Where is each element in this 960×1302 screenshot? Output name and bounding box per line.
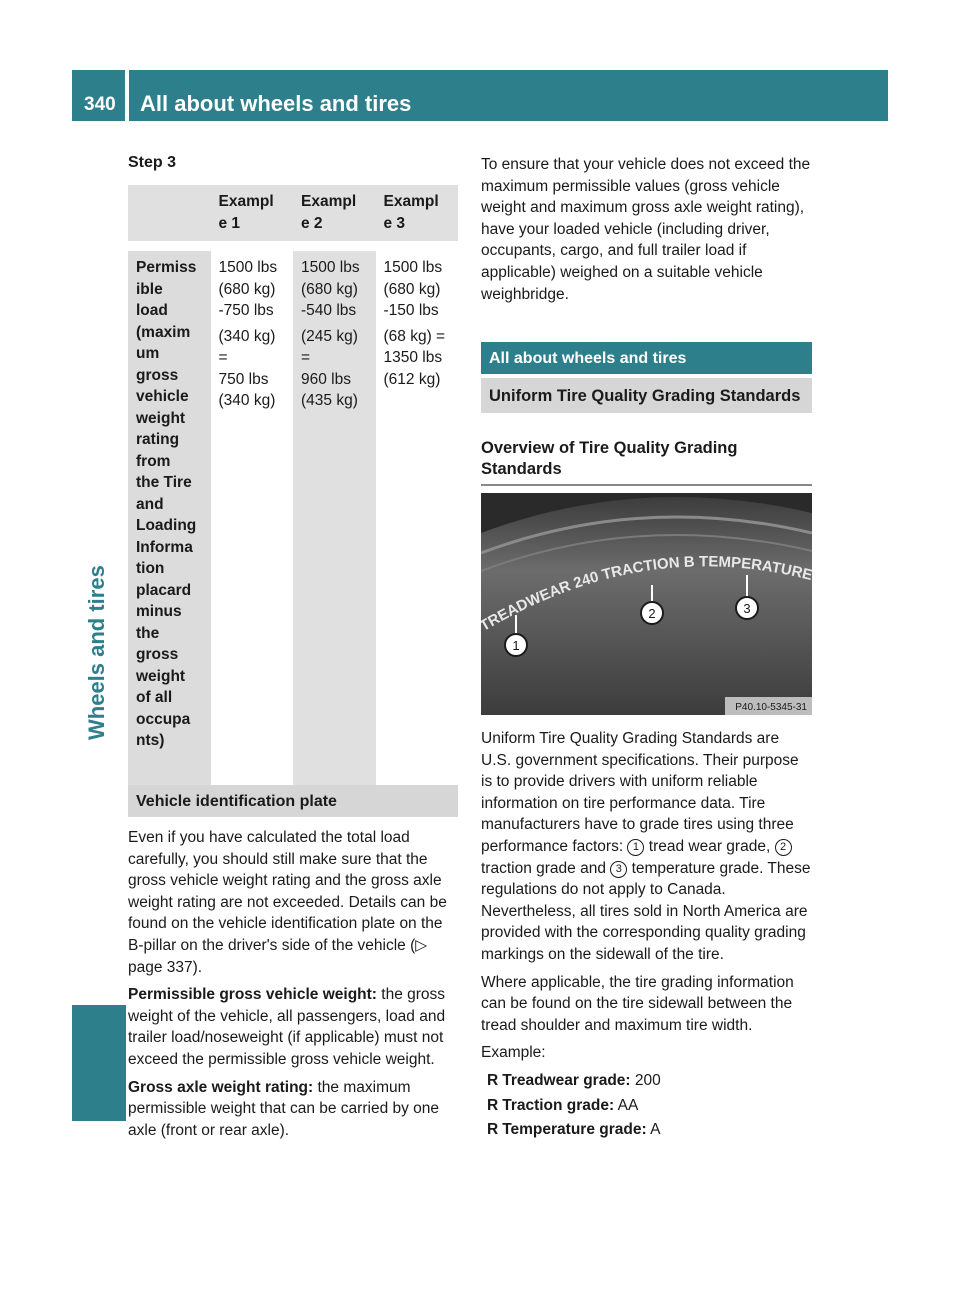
- tire-illustration-svg: [481, 493, 812, 715]
- grading-location-paragraph: Where applicable, the tire grading information can be found on the tire sidewall between the tread shoulder and maximum tire width.: [481, 973, 794, 1034]
- row-label-line: Loading: [136, 517, 197, 534]
- example-label: Example:: [481, 1044, 546, 1062]
- utqg-text-b: tread wear grade,: [644, 837, 775, 855]
- side-tab: [78, 565, 124, 1000]
- utqg-body: [481, 728, 812, 1144]
- example-term: Traction grade:: [502, 1096, 615, 1114]
- gvw-term: Permissible gross vehicle weight:: [128, 986, 377, 1004]
- number-2-icon: 2: [775, 839, 792, 856]
- example-2-line: -540 lbs: [301, 302, 357, 319]
- example-value: AA: [614, 1096, 639, 1114]
- section-bar-utqg: [481, 378, 812, 413]
- example-1-line: -750 lbs: [218, 302, 274, 319]
- side-tab-marker: [72, 1005, 126, 1121]
- section-heading-utqg: Uniform Tire Quality Grading Standards: [481, 378, 812, 413]
- example-3-line: -150 lbs: [383, 302, 439, 319]
- page-title: All about wheels and tires: [140, 91, 412, 116]
- example-list: [481, 1070, 812, 1141]
- tire-sidewall-illustration: [481, 493, 812, 715]
- row-label-line: weight: [136, 667, 186, 685]
- example-2-line: 1500 lbs: [301, 259, 360, 276]
- row-label-line: weight: [136, 409, 186, 427]
- side-tab-label: Wheels and tires: [84, 565, 109, 740]
- table-header-example-1: [211, 185, 294, 251]
- row-label-line: placard: [136, 581, 192, 599]
- header-line: e 2: [301, 214, 323, 232]
- number-3-icon: 3: [610, 861, 627, 878]
- figure-code: P40.10-5345-31: [735, 702, 807, 713]
- example-2-line: 960 lbs: [301, 370, 351, 388]
- bullet-icon: R: [487, 1096, 499, 1114]
- svg-text:2: 2: [648, 606, 656, 621]
- section-heading-vehicle-id: Vehicle identification plate: [128, 785, 458, 817]
- table-row-label: [128, 251, 211, 797]
- list-item: [487, 1095, 812, 1117]
- row-label-line: occupa: [136, 710, 191, 728]
- header-divider: [125, 70, 129, 121]
- utqg-text-a: Uniform Tire Quality Grading Standards are U.S. government specifications. Their purpose is to provide drivers with uniform reliable information on tire performance data. Tire manufacturers have to grade tires using three performance factors:: [481, 730, 799, 855]
- list-item: [487, 1119, 812, 1141]
- header-line: Exampl: [301, 193, 357, 210]
- row-label-line: gross: [136, 646, 179, 663]
- vehicle-id-paragraph: Even if you have calculated the total load carefully, you should still make sure that the gross vehicle weight rating and the gross axle weight rating are not exceeded. Details can be found on the vehicle identification plate on the B-pillar on the driver's side of the vehicle (▷ page 337).: [128, 829, 447, 976]
- callout-3: [736, 597, 758, 619]
- row-label-line: minus: [136, 603, 182, 620]
- svg-text:3: 3: [743, 601, 751, 616]
- example-1-line: (340 kg): [218, 392, 276, 409]
- row-label-line: from: [136, 452, 171, 470]
- row-label-line: gross: [136, 366, 179, 384]
- example-2-line: (245 kg): [301, 327, 358, 345]
- gaw-text: the maximum permissible weight that can be carried by one axle (front or rear axle).: [128, 1078, 440, 1139]
- row-label-line: the: [136, 624, 160, 642]
- utqg-text-d: temperature grade. These regulations do not apply to Canada. Nevertheless, all tires sold in North America are provided with the corresponding quality grading markings on the sidewall of the tire.: [481, 859, 811, 963]
- gvw-paragraph: [128, 984, 458, 1070]
- weighbridge-paragraph: [481, 154, 812, 311]
- table-header-blank: [128, 185, 211, 251]
- example-2-line: (680 kg): [301, 280, 358, 298]
- gvw-text: the gross weight of the vehicle, all passengers, load and trailer load/noseweight (if applicable) must not exceed the permissible gross vehicle weight.: [128, 986, 446, 1068]
- bullet-icon: R: [487, 1121, 499, 1139]
- example-1-line: (340 kg): [218, 327, 276, 345]
- header-cell-text: [384, 191, 457, 234]
- header-line: e 3: [383, 214, 406, 232]
- example-value: A: [646, 1121, 661, 1139]
- example-value: 200: [630, 1071, 661, 1089]
- sidewall-marking: READWEAR 240 TRACTION B TEMPERATUR: [485, 553, 805, 631]
- row-label-line: load: [136, 302, 168, 319]
- row-label-line: rating: [136, 431, 180, 448]
- row-label-line: ible: [136, 280, 163, 298]
- vehicle-id-section: [128, 785, 458, 1147]
- table-header-example-3: [376, 185, 459, 251]
- row-label-line: and: [136, 495, 164, 513]
- table-cell-example-3: [376, 251, 459, 797]
- example-3-line: (612 kg): [383, 370, 441, 388]
- number-1-icon: 1: [627, 839, 644, 856]
- example-3-line: (680 kg): [383, 280, 441, 298]
- example-3-line: 1350 lbs: [383, 349, 443, 366]
- example-term: Temperature grade:: [502, 1121, 647, 1139]
- row-label-line: um: [136, 345, 160, 362]
- row-label-line: Permiss: [136, 259, 197, 276]
- list-item: [487, 1070, 812, 1092]
- row-label-line: Informa: [136, 538, 193, 556]
- header-line: Exampl: [383, 193, 439, 210]
- section-heading-wheels: All about wheels and tires: [481, 342, 812, 374]
- row-label-line: (maxim: [136, 323, 191, 341]
- example-1-line: =: [218, 349, 228, 366]
- example-1-line: (680 kg): [218, 280, 276, 298]
- svg-text:1: 1: [512, 638, 520, 653]
- gaw-term: Gross axle weight rating:: [128, 1078, 314, 1096]
- header-line: e 1: [218, 214, 241, 232]
- intro-text: To ensure that your vehicle does not exceed the maximum permissible values (gross vehicle weight and maximum gross axle weight rating), have your loaded vehicle (including driver, occupants, cargo, and full trailer load if applicable) weighed on a suitable vehicle weighbridge.: [481, 156, 811, 303]
- table-cell-example-2: [293, 251, 376, 797]
- step-title: Step 3: [128, 154, 177, 171]
- example-term: Treadwear grade:: [502, 1071, 631, 1089]
- load-calculation-table: [128, 185, 458, 797]
- header-cell-text: [219, 191, 292, 234]
- row-label-line: nts): [136, 732, 165, 749]
- table-header-example-2: [293, 185, 376, 251]
- example-1-line: 750 lbs: [218, 370, 269, 388]
- example-2-line: =: [301, 349, 311, 366]
- callout-1: [505, 634, 527, 656]
- row-label-line: vehicle: [136, 388, 189, 405]
- utqg-paragraph: [481, 728, 812, 966]
- header-cell-text: [301, 191, 374, 234]
- table-cell-example-1: [211, 251, 294, 797]
- gaw-paragraph: [128, 1077, 458, 1142]
- page-number: 340: [84, 94, 116, 115]
- row-label-line: of all: [136, 689, 173, 706]
- section-bar-wheels: [481, 342, 812, 374]
- example-3-line: 1500 lbs: [383, 259, 443, 276]
- row-label-line: tion: [136, 560, 165, 577]
- callout-2: [641, 602, 663, 624]
- example-2-line: (435 kg): [301, 392, 358, 409]
- row-label-line: the Tire: [136, 474, 192, 491]
- utqg-text-c: traction grade and: [481, 859, 611, 877]
- example-1-line: 1500 lbs: [218, 259, 278, 276]
- subsection-heading: Overview of Tire Quality Grading Standards: [481, 438, 812, 486]
- bullet-icon: R: [487, 1071, 499, 1089]
- page-header: [72, 70, 888, 121]
- header-line: Exampl: [218, 193, 274, 210]
- example-3-line: (68 kg) =: [383, 327, 446, 345]
